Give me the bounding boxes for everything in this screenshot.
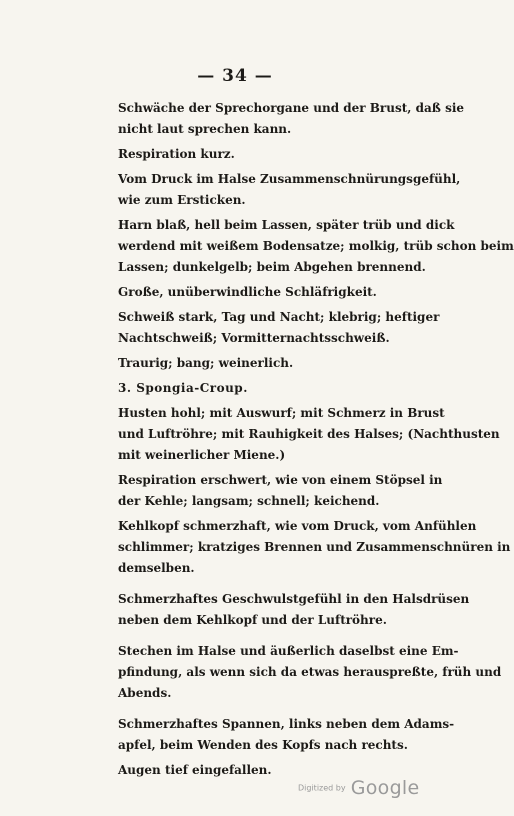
text-line: apfel, beim Wenden des Kopfs nach rechts. xyxy=(118,738,408,752)
paragraph xyxy=(118,169,461,211)
digitization-watermark xyxy=(298,777,438,803)
google-logo: Google xyxy=(350,777,420,799)
text-line: Vom Druck im Halse Zusammenschnürungsgefühl, xyxy=(118,172,461,186)
paragraph xyxy=(118,144,436,165)
paragraph xyxy=(118,282,436,303)
text-line: Schmerzhaftes Spannen, links neben dem Adams- xyxy=(118,717,455,731)
body-text xyxy=(118,98,514,785)
paragraph xyxy=(118,215,514,278)
text-line: Harn blaß, hell beim Lassen, später trüb und dick xyxy=(118,218,455,232)
text-line: Respiration erschwert, wie von einem Stöpsel in xyxy=(118,473,443,487)
section-heading xyxy=(118,378,436,399)
paragraph xyxy=(118,353,436,374)
text-line: Nachtschweiß; Vormitternachtsschweiß. xyxy=(118,331,390,345)
text-line: und Luftröhre; mit Rauhigkeit des Halses; (Nachthusten xyxy=(118,427,500,441)
paragraph xyxy=(118,714,455,756)
text-line: neben dem Kehlkopf und der Luftröhre. xyxy=(118,613,387,627)
text-line: Kehlkopf schmerzhaft, wie vom Druck, vom Anfühlen xyxy=(118,519,477,533)
text-line: Augen tief eingefallen. xyxy=(118,763,272,777)
text-line: schlimmer; kratziges Brennen und Zusammenschnüren in xyxy=(118,540,511,554)
text-line: 3. Spongia-Croup. xyxy=(118,381,248,395)
text-line: werdend mit weißem Bodensatze; molkig, trüb schon beim xyxy=(118,239,514,253)
paragraph xyxy=(118,403,500,466)
paragraph xyxy=(118,589,470,631)
paragraph xyxy=(118,641,502,704)
text-line: nicht laut sprechen kann. xyxy=(118,122,292,136)
text-line: Schwäche der Sprechorgane und der Brust, daß sie xyxy=(118,101,465,115)
text-line: Schmerzhaftes Geschwulstgefühl in den Halsdrüsen xyxy=(118,592,470,606)
text-line: pfindung, als wenn sich da etwas herauspreßte, früh und xyxy=(118,665,502,679)
paragraph xyxy=(118,307,440,349)
text-line: Respiration kurz. xyxy=(118,147,235,161)
digitized-label: Digitized by xyxy=(298,783,346,793)
text-line: Lassen; dunkelgelb; beim Abgehen brennend. xyxy=(118,260,426,274)
paragraph xyxy=(118,98,465,140)
paragraph xyxy=(118,470,443,512)
text-line: der Kehle; langsam; schnell; keichend. xyxy=(118,494,380,508)
text-line: Große, unüberwindliche Schläfrigkeit. xyxy=(118,285,377,299)
text-line: demselben. xyxy=(118,561,195,575)
paragraph xyxy=(118,516,511,579)
text-line: Stechen im Halse und äußerlich daselbst eine Em- xyxy=(118,644,459,658)
text-line: wie zum Ersticken. xyxy=(118,193,246,207)
text-line: Abends. xyxy=(118,686,172,700)
text-line: Husten hohl; mit Auswurf; mit Schmerz in Brust xyxy=(118,406,445,420)
text-line: mit weinerlicher Miene.) xyxy=(118,448,286,462)
text-line: Schweiß stark, Tag und Nacht; klebrig; heftiger xyxy=(118,310,440,324)
page-number: — 34 — xyxy=(197,66,273,86)
text-line: Traurig; bang; weinerlich. xyxy=(118,356,294,370)
